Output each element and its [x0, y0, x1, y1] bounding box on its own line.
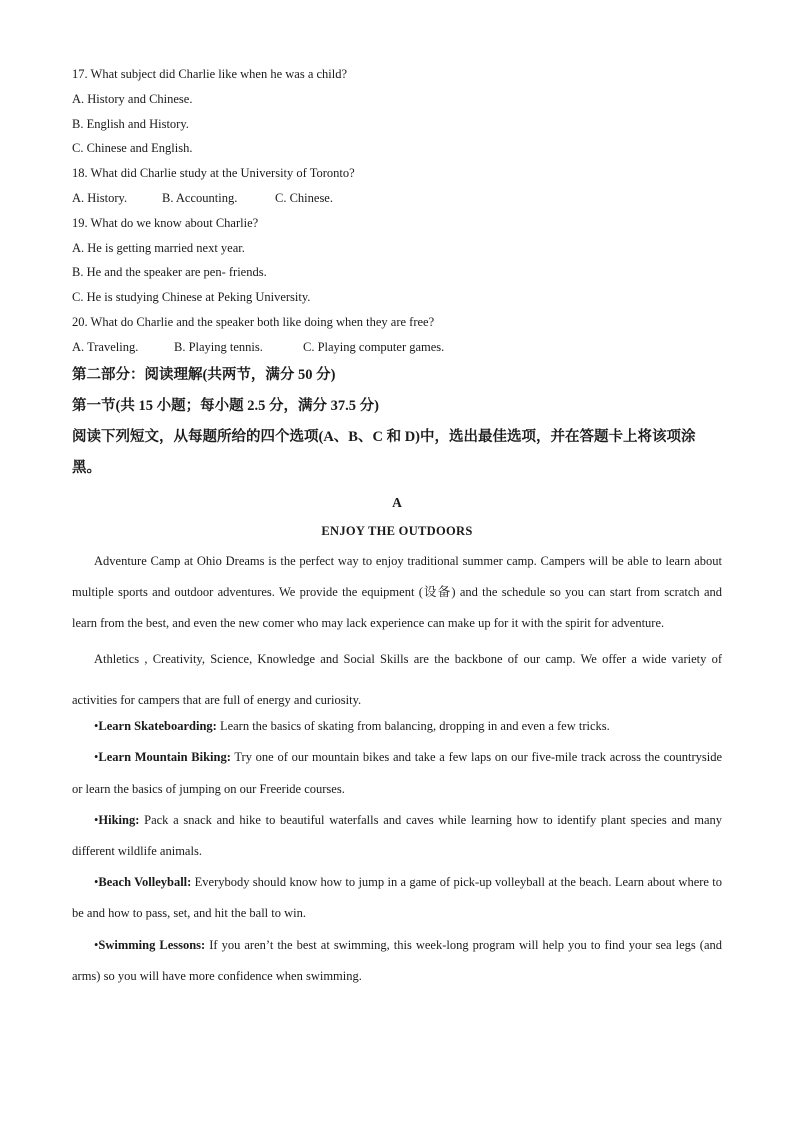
activity-skateboarding	[72, 711, 722, 742]
question-18-stem: 18. What did Charlie study at the University of Toronto?	[72, 166, 355, 181]
activity-name: Beach Volleyball:	[98, 875, 192, 890]
part-two-heading: 第二部分：阅读理解(共两节，满分 50 分)	[72, 366, 336, 383]
question-17-option-c: C. Chinese and English.	[72, 141, 193, 156]
question-17-stem: 17. What subject did Charlie like when he was a child?	[72, 67, 348, 81]
passage-title: ENJOY THE OUTDOORS	[321, 523, 473, 538]
passage-intro-paragraph: Adventure Camp at Ohio Dreams is the perfect way to enjoy traditional summer camp. Campers will be able to learn about multiple sports and outdoor adventures. We provide the equipment (设备) and the schedule so you can start from scratch and learn from the best, and even the new comer who may lack experience can make up for it with the spirit for adventure.	[72, 553, 722, 630]
activity-name: Learn Mountain Biking:	[98, 750, 231, 765]
bullet-icon: •	[94, 812, 99, 827]
activity-name: Hiking:	[98, 812, 140, 827]
activity-name: Swimming Lessons:	[98, 937, 206, 952]
bullet-icon: •	[94, 750, 99, 765]
activity-name: Learn Skateboarding:	[98, 719, 217, 734]
activity-swimming-lessons	[72, 930, 722, 992]
activity-text: Try one of our mountain bikes and take a few laps on our five-mile track across the countryside or learn the basics of jumping on our Freeride courses.	[72, 750, 722, 796]
activity-text: Pack a snack and hike to beautiful waterfalls and caves while learning how to identify plant species and many different wildlife animals.	[72, 812, 722, 858]
activity-text: Everybody should know how to jump in a game of pick-up volleyball at the beach. Learn about where to be and how to pass, set, and hit the ball to win.	[72, 875, 722, 921]
reading-instruction: 阅读下列短文，从每题所给的四个选项(A、B、C 和 D)中，选出最佳选项，并在答题卡上将该项涂黑。	[72, 428, 696, 476]
activity-mountain-biking	[72, 742, 722, 804]
question-19-stem: 19. What do we know about Charlie?	[72, 215, 259, 230]
bullet-icon: •	[94, 875, 99, 890]
bullet-icon: •	[94, 719, 99, 734]
question-19-option-a: A. He is getting married next year.	[72, 240, 245, 255]
question-19-option-b: B. He and the speaker are pen- friends.	[72, 265, 267, 280]
question-18-options	[72, 186, 722, 211]
question-19-option-c: C. He is studying Chinese at Peking University.	[72, 290, 311, 305]
activity-beach-volleyball	[72, 867, 722, 929]
question-18-option-c: C. Chinese.	[275, 190, 333, 205]
activity-hiking	[72, 805, 722, 867]
question-18-option-b: B. Accounting.	[162, 190, 238, 205]
question-20-option-c: C. Playing computer games.	[303, 339, 445, 354]
passage-letter: A	[392, 494, 402, 510]
question-20-stem: 20. What do Charlie and the speaker both like doing when they are free?	[72, 314, 435, 329]
exam-page	[72, 62, 722, 992]
passage-paragraph-2: Athletics , Creativity, Science, Knowledge and Social Skills are the backbone of our camp. We offer a wide variety of activities for campers that are full of energy and curiosity.	[72, 652, 722, 708]
question-18-option-a: A. History.	[72, 190, 128, 205]
question-20-option-b: B. Playing tennis.	[174, 339, 263, 354]
section-one-heading: 第一节(共 15 小题；每小题 2.5 分，满分 37.5 分)	[72, 397, 379, 414]
question-17-option-b: B. English and History.	[72, 116, 189, 131]
question-20-option-a: A. Traveling.	[72, 339, 139, 354]
question-20-options	[72, 335, 722, 360]
question-17-option-a: A. History and Chinese.	[72, 91, 193, 106]
bullet-icon: •	[94, 937, 99, 952]
activity-text: If you aren’t the best at swimming, this week-long program will help you to find your sea legs (and arms) so you will have more confidence when swimming.	[72, 937, 722, 983]
activity-text: Learn the basics of skating from balancing, dropping in and even a few tricks.	[216, 719, 610, 734]
